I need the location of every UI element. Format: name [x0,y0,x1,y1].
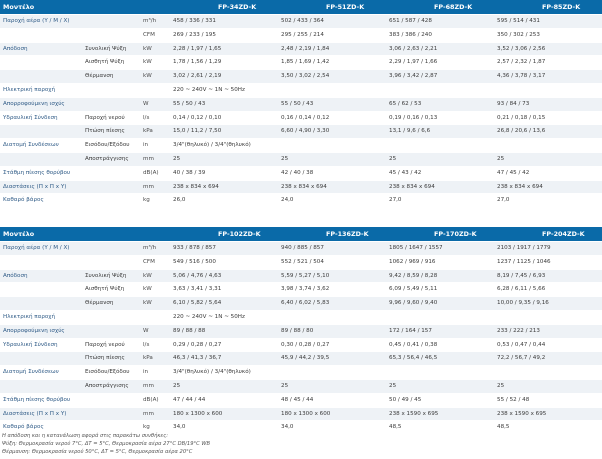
value-cell: 1,85 / 1,69 / 1,42 [278,56,386,70]
table-row [0,393,602,407]
footnote-heating: Θέρμανση: Θερμοκρασία νερού 50°C, ΔΤ = 5°C, Θερμοκρασία αέρα 20°C [2,449,193,456]
row-unit: l/s [140,111,170,125]
row-sublabel [82,255,140,269]
row-sublabel: Αισθητή Ψύξη [82,283,140,297]
row-label [0,125,82,139]
value-cell: 5,59 / 5,27 / 5,10 [278,269,386,283]
table-row [0,15,602,29]
row-unit: in [140,139,170,153]
footnotes [2,432,600,457]
value-cell [386,83,494,97]
value-cell: 25 [170,379,278,393]
value-cell: 0,14 / 0,12 / 0,10 [170,111,278,125]
value-cell: 0,30 / 0,28 / 0,27 [278,338,386,352]
table-row [0,407,602,421]
table-row [0,310,602,324]
row-sublabel [82,194,140,208]
row-unit: m³/h [140,242,170,256]
value-cell [494,83,602,97]
table-row [0,42,602,56]
value-cell: 24,0 [278,194,386,208]
row-sublabel [82,180,140,194]
value-cell: 502 / 433 / 364 [278,15,386,29]
value-cell: 6,60 / 4,90 / 3,30 [278,125,386,139]
value-cell [386,139,494,153]
value-cell [278,366,386,380]
row-sublabel [82,242,140,256]
value-cell: 34,0 [278,421,386,435]
row-unit: dB(A) [140,393,170,407]
row-label [0,352,82,366]
value-cell: 25 [494,379,602,393]
value-cell: 25 [278,152,386,166]
value-cell: 2,29 / 1,97 / 1,66 [386,56,494,70]
row-unit [140,83,170,97]
model-name: FP-136ZD-K [278,227,386,242]
value-cell: 6,28 / 6,11 / 5,66 [494,283,602,297]
row-sublabel: Πτώση πίεσης [82,125,140,139]
value-cell: 2,57 / 2,32 / 1,87 [494,56,602,70]
row-unit: W [140,97,170,111]
value-cell: 25 [170,152,278,166]
table-row [0,283,602,297]
row-label: Καθαρό βάρος [0,194,82,208]
row-unit: m³/h [140,15,170,29]
value-cell: 27,0 [386,194,494,208]
table-row [0,83,602,97]
table-row [0,352,602,366]
row-label: Υδραυλική Σύνδεση [0,338,82,352]
value-cell: 1,78 / 1,56 / 1,29 [170,56,278,70]
value-cell: 65,3 / 56,4 / 46,5 [386,352,494,366]
value-cell: 549 / 516 / 500 [170,255,278,269]
value-cell: 0,21 / 0,18 / 0,15 [494,111,602,125]
value-cell: 651 / 587 / 428 [386,15,494,29]
table-row [0,297,602,311]
value-cell [494,139,602,153]
value-cell: 25 [278,379,386,393]
row-sublabel [82,15,140,29]
footnote-cooling: Ψύξη: Θερμοκρασία νερού 7°C, ΔΤ = 5°C, Θερμοκρασία αέρα 27°C DB/19°C WB [2,441,211,448]
row-sublabel [82,310,140,324]
table-header-row [0,0,602,15]
value-cell: 25 [494,152,602,166]
row-label: Διατομή Συνδέσεων [0,366,82,380]
value-cell: 93 / 84 / 73 [494,97,602,111]
value-cell: 3/4"(θηλυκό) / 3/4"(θηλυκό) [170,366,278,380]
row-unit: dB(A) [140,166,170,180]
row-unit: kg [140,194,170,208]
value-cell: 3,96 / 3,42 / 2,87 [386,70,494,84]
value-cell: 295 / 255 / 214 [278,28,386,42]
value-cell: 220 ~ 240V ~ 1N ~ 50Hz [170,310,278,324]
table-row [0,180,602,194]
value-cell: 48,5 [386,421,494,435]
table-row [0,242,602,256]
value-cell: 0,16 / 0,14 / 0,12 [278,111,386,125]
table-row [0,56,602,70]
row-unit: mm [140,180,170,194]
value-cell [386,366,494,380]
value-cell: 6,10 / 5,82 / 5,64 [170,297,278,311]
value-cell: 4,36 / 3,78 / 3,17 [494,70,602,84]
row-label: Υδραυλική Σύνδεση [0,111,82,125]
row-sublabel [82,166,140,180]
value-cell: 34,0 [170,421,278,435]
row-label: Διατομή Συνδέσεων [0,139,82,153]
row-sublabel: Παροχή νερού [82,338,140,352]
row-unit: CFM [140,28,170,42]
row-sublabel: Πτώση πίεσης [82,352,140,366]
row-label: Απορροφούμενη ισχύς [0,97,82,111]
value-cell: 50 / 49 / 45 [386,393,494,407]
row-sublabel: Θέρμανση [82,297,140,311]
value-cell: 46,3 / 41,3 / 36,7 [170,352,278,366]
value-cell: 25 [386,152,494,166]
table-header-row [0,227,602,242]
model-name: FP-170ZD-K [386,227,494,242]
value-cell: 3,06 / 2,63 / 2,21 [386,42,494,56]
row-label: Παροχή αέρα (Υ / Μ / Χ) [0,15,82,29]
value-cell: 238 x 834 x 694 [494,180,602,194]
table-row [0,255,602,269]
value-cell: 26,0 [170,194,278,208]
model-name: FP-68ZD-K [386,0,494,15]
value-cell: 10,00 / 9,35 / 9,16 [494,297,602,311]
spec-table-2 [0,227,602,435]
value-cell: 55 / 50 / 43 [278,97,386,111]
value-cell: 233 / 222 / 213 [494,324,602,338]
row-label [0,28,82,42]
value-cell: 55 / 50 / 43 [170,97,278,111]
row-label [0,56,82,70]
value-cell: 48,5 [494,421,602,435]
row-sublabel: Αποστράγγισης [82,379,140,393]
value-cell [494,366,602,380]
table-row [0,111,602,125]
model-name: FP-85ZD-K [494,0,602,15]
row-unit: kW [140,56,170,70]
value-cell: 238 x 834 x 694 [386,180,494,194]
value-cell: 40 / 38 / 39 [170,166,278,180]
row-label: Στάθμη πίεσης θορύβου [0,393,82,407]
value-cell: 3,52 / 3,06 / 2,56 [494,42,602,56]
value-cell: 89 / 88 / 88 [170,324,278,338]
value-cell: 3,02 / 2,61 / 2,19 [170,70,278,84]
row-label: Διαστάσεις (Π x Π x Υ) [0,407,82,421]
value-cell: 940 / 885 / 857 [278,242,386,256]
row-unit: l/s [140,338,170,352]
row-label [0,379,82,393]
value-cell: 3,50 / 3,02 / 2,54 [278,70,386,84]
model-name: FP-102ZD-K [170,227,278,242]
value-cell: 3/4"(θηλυκό) / 3/4"(θηλυκό) [170,139,278,153]
row-label: Απόδοση [0,42,82,56]
row-unit: kPa [140,352,170,366]
value-cell: 238 x 834 x 694 [170,180,278,194]
table-row [0,194,602,208]
value-cell: 1237 / 1125 / 1046 [494,255,602,269]
row-label: Ηλεκτρική παροχή [0,83,82,97]
row-label: Στάθμη πίεσης θορύβου [0,166,82,180]
value-cell: 1805 / 1647 / 1557 [386,242,494,256]
table-row [0,28,602,42]
row-label [0,297,82,311]
row-sublabel: Παροχή νερού [82,111,140,125]
row-sublabel: Εισόδου/Εξόδου [82,366,140,380]
value-cell: 9,96 / 9,60 / 9,40 [386,297,494,311]
value-cell: 180 x 1300 x 600 [278,407,386,421]
value-cell: 350 / 302 / 253 [494,28,602,42]
row-unit: kW [140,269,170,283]
value-cell: 0,53 / 0,47 / 0,44 [494,338,602,352]
row-sublabel [82,83,140,97]
value-cell: 9,42 / 8,59 / 8,28 [386,269,494,283]
value-cell: 47 / 44 / 44 [170,393,278,407]
row-label: Απορροφούμενη ισχύς [0,324,82,338]
table-row [0,97,602,111]
table-row [0,166,602,180]
row-label: Παροχή αέρα (Υ / Μ / Χ) [0,242,82,256]
value-cell: 13,1 / 9,6 / 6,6 [386,125,494,139]
value-cell: 42 / 40 / 38 [278,166,386,180]
row-unit: CFM [140,255,170,269]
value-cell: 2,28 / 1,97 / 1,65 [170,42,278,56]
value-cell: 180 x 1300 x 600 [170,407,278,421]
spec-table-1 [0,0,602,208]
table-row [0,269,602,283]
value-cell: 0,19 / 0,16 / 0,13 [386,111,494,125]
row-sublabel [82,393,140,407]
row-sublabel: Εισόδου/Εξόδου [82,139,140,153]
value-cell: 933 / 878 / 857 [170,242,278,256]
value-cell: 220 ~ 240V ~ 1N ~ 50Hz [170,83,278,97]
value-cell: 238 x 834 x 694 [278,180,386,194]
row-unit: W [140,324,170,338]
row-label: Διαστάσεις (Π x Π x Υ) [0,180,82,194]
row-unit: kg [140,421,170,435]
value-cell: 595 / 514 / 431 [494,15,602,29]
model-name: FP-51ZD-K [278,0,386,15]
value-cell: 5,06 / 4,76 / 4,63 [170,269,278,283]
footnote-conditions: Η απόδοση και η κατανάλωση αφορά στις παρακάτω συνθήκες: [2,433,169,439]
value-cell: 45,9 / 44,2 / 39,5 [278,352,386,366]
table-row [0,70,602,84]
row-unit: kW [140,70,170,84]
value-cell: 8,19 / 7,45 / 6,93 [494,269,602,283]
value-cell: 3,98 / 3,74 / 3,62 [278,283,386,297]
row-sublabel [82,324,140,338]
model-name: FP-34ZD-K [170,0,278,15]
value-cell: 2103 / 1917 / 1779 [494,242,602,256]
row-sublabel: Συνολική Ψύξη [82,42,140,56]
row-unit: kW [140,283,170,297]
value-cell: 15,0 / 11,2 / 7,50 [170,125,278,139]
row-unit: in [140,366,170,380]
table-row [0,338,602,352]
row-sublabel [82,28,140,42]
value-cell: 172 / 164 / 157 [386,324,494,338]
value-cell: 6,09 / 5,49 / 5,11 [386,283,494,297]
value-cell: 0,45 / 0,41 / 0,38 [386,338,494,352]
row-label [0,152,82,166]
row-label [0,70,82,84]
row-unit: mm [140,407,170,421]
value-cell [278,139,386,153]
value-cell [278,310,386,324]
value-cell: 6,40 / 6,02 / 5,83 [278,297,386,311]
row-sublabel: Συνολική Ψύξη [82,269,140,283]
value-cell: 45 / 43 / 42 [386,166,494,180]
value-cell: 238 x 1590 x 695 [386,407,494,421]
value-cell: 72,2 / 56,7 / 49,2 [494,352,602,366]
value-cell: 3,63 / 3,41 / 3,31 [170,283,278,297]
value-cell: 65 / 62 / 53 [386,97,494,111]
row-label: Απόδοση [0,269,82,283]
value-cell: 48 / 45 / 44 [278,393,386,407]
row-unit [140,310,170,324]
row-unit: kPa [140,125,170,139]
value-cell: 25 [386,379,494,393]
value-cell: 238 x 1590 x 695 [494,407,602,421]
table-row [0,152,602,166]
value-cell: 89 / 88 / 80 [278,324,386,338]
row-unit: mm [140,152,170,166]
table-row [0,366,602,380]
row-sublabel: Αποστράγγισης [82,152,140,166]
value-cell: 458 / 336 / 331 [170,15,278,29]
row-label [0,283,82,297]
row-sublabel [82,407,140,421]
value-cell: 0,29 / 0,28 / 0,27 [170,338,278,352]
value-cell: 47 / 45 / 42 [494,166,602,180]
row-sublabel [82,97,140,111]
value-cell [278,83,386,97]
row-unit: mm [140,379,170,393]
table-row [0,125,602,139]
value-cell: 27,0 [494,194,602,208]
header-label: Μοντέλο [0,227,170,242]
row-sublabel: Θέρμανση [82,70,140,84]
table-row [0,139,602,153]
header-label: Μοντέλο [0,0,170,15]
row-unit: kW [140,42,170,56]
value-cell: 26,8 / 20,6 / 13,6 [494,125,602,139]
value-cell: 55 / 52 / 48 [494,393,602,407]
value-cell: 1062 / 969 / 916 [386,255,494,269]
row-sublabel: Αισθητή Ψύξη [82,56,140,70]
value-cell: 269 / 233 / 195 [170,28,278,42]
row-label: Καθαρό βάρος [0,421,82,435]
value-cell [494,310,602,324]
value-cell: 552 / 521 / 504 [278,255,386,269]
value-cell: 383 / 386 / 240 [386,28,494,42]
table-row [0,324,602,338]
row-unit: kW [140,297,170,311]
table-row [0,379,602,393]
value-cell: 2,48 / 2,19 / 1,84 [278,42,386,56]
row-label [0,255,82,269]
value-cell [386,310,494,324]
row-label: Ηλεκτρική παροχή [0,310,82,324]
model-name: FP-204ZD-K [494,227,602,242]
